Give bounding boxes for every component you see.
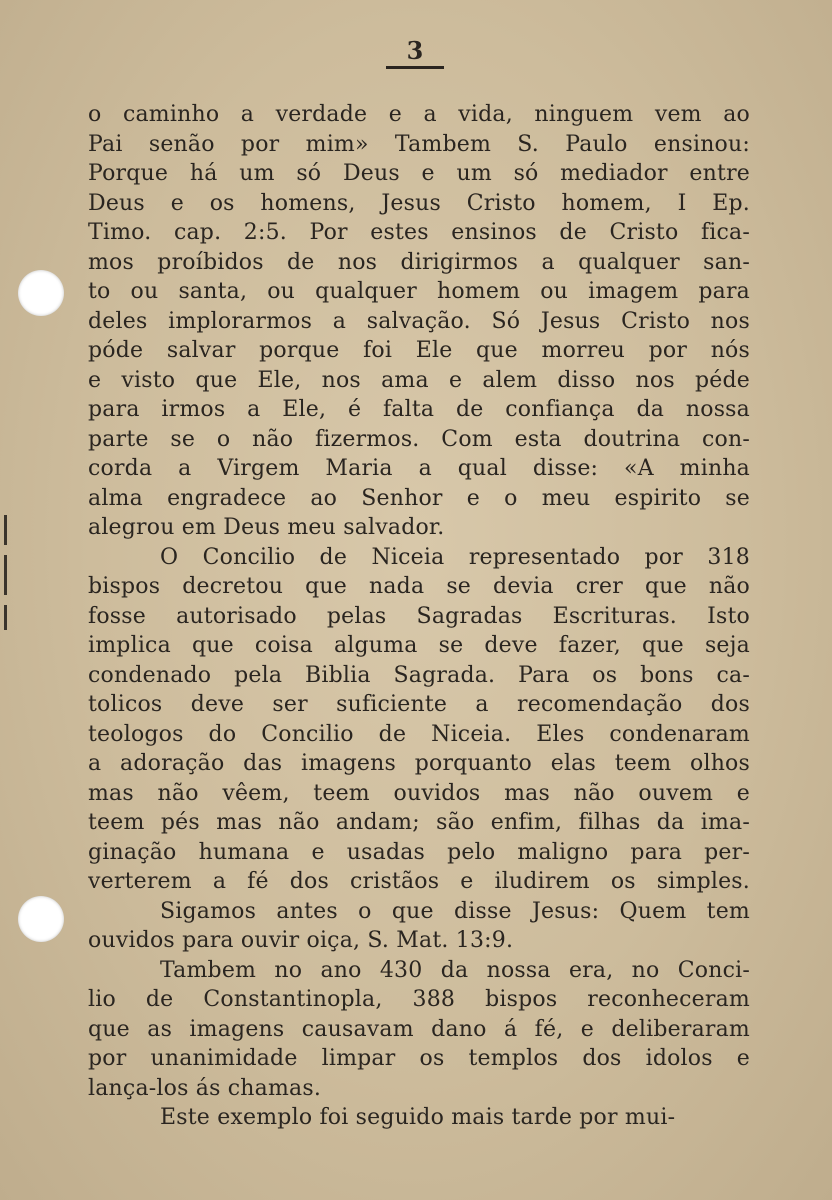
text-line: Deus e os homens, Jesus Cristo homem, I Ep. [88, 190, 750, 216]
text-line: condenado pela Biblia Sagrada. Para os bons ca- [88, 662, 750, 688]
page-number-underline [386, 66, 444, 69]
punch-hole-bottom [18, 896, 64, 942]
punch-hole-top [18, 270, 64, 316]
text-line: póde salvar porque foi Ele que morreu por nós [88, 338, 750, 363]
text-line: a adoração das imagens porquanto elas teem olhos [88, 751, 750, 776]
text-line: Timo. cap. 2:5. Por estes ensinos de Cristo fica- [88, 220, 750, 245]
text-line: mos proíbidos de nos dirigirmos a qualquer san- [88, 249, 750, 275]
text-line: para irmos a Ele, é falta de confiança da nossa [88, 397, 750, 422]
page-number: 3 [406, 36, 424, 65]
text-line: deles implorarmos a salvação. Só Jesus Cristo nos [88, 308, 750, 334]
text-line: fosse autorisado pelas Sagradas Escrituras. Isto [88, 603, 750, 629]
text-line: alegrou em Deus meu salvador. [88, 515, 445, 540]
text-line: por unanimidade limpar os templos dos idolos e [88, 1046, 750, 1071]
text-line: e visto que Ele, nos ama e alem disso nos péde [88, 367, 750, 393]
text-line: que as imagens causavam dano á fé, e deliberaram [88, 1016, 750, 1042]
margin-mark [4, 555, 7, 595]
text-line: bispos decretou que nada se devia crer que não [88, 574, 750, 599]
text-line: tolicos deve ser suficiente a recomendação dos [88, 692, 750, 717]
text-line: implica que coisa alguma se deve fazer, que seja [88, 633, 750, 658]
text-line: corda a Virgem Maria a qual disse: «A minha [88, 456, 750, 481]
margin-mark [4, 515, 7, 545]
text-line: lio de Constantinopla, 388 bispos reconheceram [88, 987, 750, 1012]
text-line: Este exemplo foi seguido mais tarde por mui- [160, 1105, 676, 1130]
text-line: Tambem no ano 430 da nossa era, no Conci- [160, 957, 750, 983]
text-line: alma engradece ao Senhor e o meu espirito se [88, 485, 750, 511]
body-text [88, 100, 750, 1133]
text-line: Sigamos antes o que disse Jesus: Quem tem [160, 898, 750, 924]
text-line: mas não vêem, teem ouvidos mas não ouvem e [88, 780, 750, 806]
text-line: teem pés mas não andam; são enfim, filhas da ima- [88, 810, 750, 835]
text-line: ouvidos para ouvir oiça, S. Mat. 13:9. [88, 928, 514, 953]
text-line: ginação humana e usadas pelo maligno para per- [88, 839, 750, 865]
text-line: verterem a fé dos cristãos e iludirem os simples. [88, 869, 750, 894]
text-line: teologos do Concilio de Niceia. Eles condenaram [88, 721, 750, 747]
text-line: O Concilio de Niceia representado por 318 [160, 544, 750, 570]
text-line: to ou santa, ou qualquer homem ou imagem para [88, 279, 750, 304]
text-line: parte se o não fizermos. Com esta doutrina con- [88, 426, 750, 452]
text-line: Pai senão por mim» Tambem S. Paulo ensinou: [88, 131, 750, 157]
margin-mark [4, 605, 7, 630]
text-line: lança-los ás chamas. [88, 1075, 322, 1101]
text-line: o caminho a verdade e a vida, ninguem vem ao [88, 102, 750, 127]
text-line: Porque há um só Deus e um só mediador entre [88, 161, 750, 186]
